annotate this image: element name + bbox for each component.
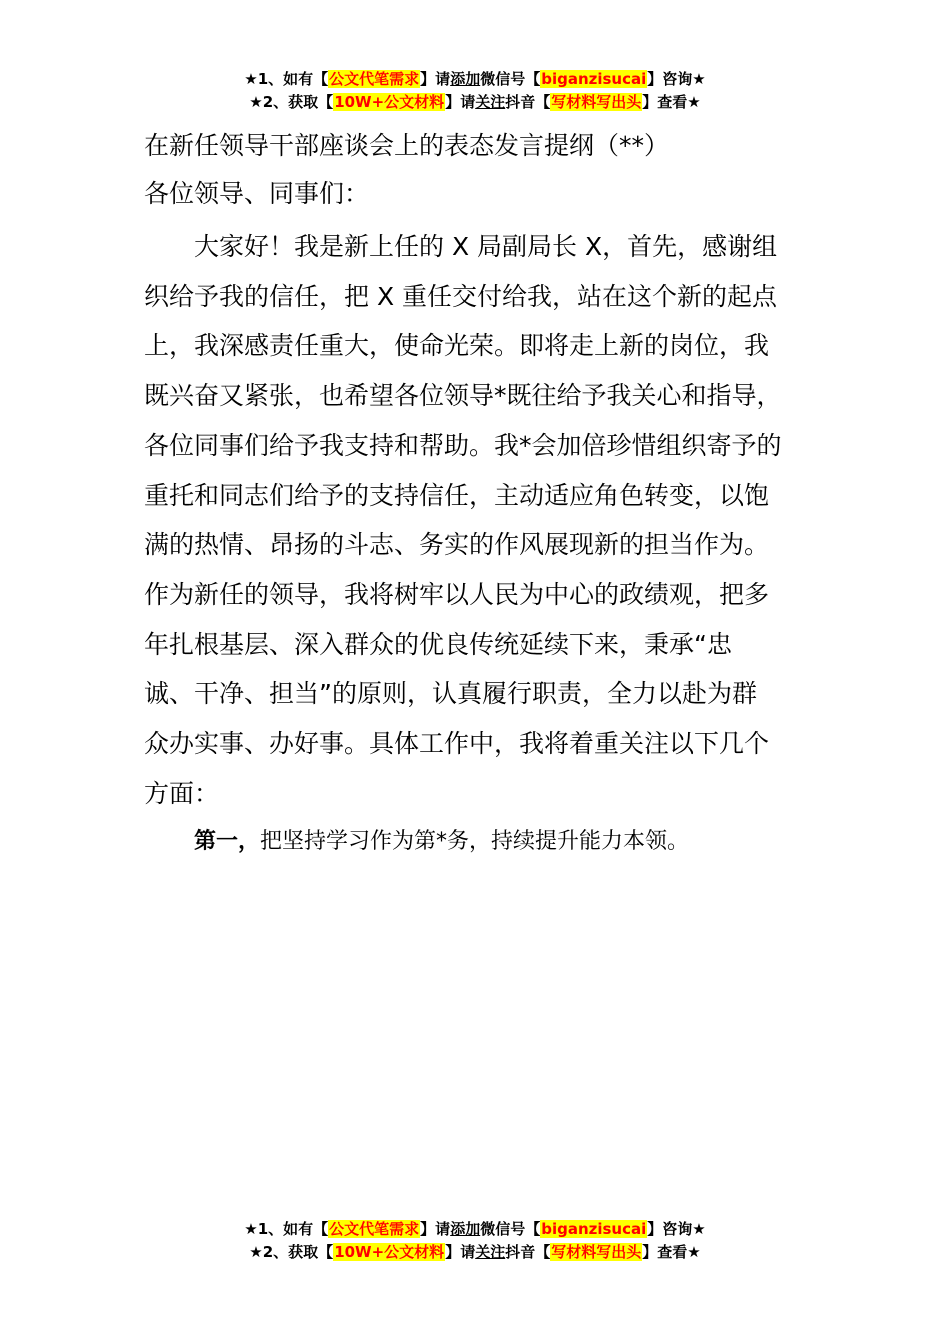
banner-highlight-wechat-id: biganzisucai xyxy=(541,70,647,88)
paragraph-line: 重托和同志们给予的支持信任，主动适应角色转变，以饱 xyxy=(144,480,770,510)
paragraph-line: 年扎根基层、深入群众的优良传统延续下来，秉承“忠 xyxy=(144,629,732,659)
paragraph-line: 大家好！我是新上任的 X 局副局长 X，首先，感谢组 xyxy=(194,232,778,261)
banner-highlight-materials: 10W+公文材料 xyxy=(334,1243,445,1261)
paragraph-line: 满的热情、昂扬的斗志、务实的作风展现新的担当作为。 xyxy=(144,530,770,560)
paragraph-line: 方面： xyxy=(144,778,220,808)
point-one-lead: 第一， xyxy=(194,829,261,854)
paragraph-line: 各位同事们给予我支持和帮助。我*会加倍珍惜组织寄予的 xyxy=(144,430,782,460)
banner-highlight-service: 公文代笔需求 xyxy=(329,70,420,88)
banner-highlight-materials: 10W+公文材料 xyxy=(334,93,445,111)
paragraph-line: 既兴奋又紧张，也希望各位领导*既往给予我关心和指导， xyxy=(144,381,782,411)
banner-line-2: ★2、获取【10W+公文材料】请关注抖音【写材料写出头】查看★ xyxy=(249,93,701,111)
greeting: 各位领导、同事们： xyxy=(144,179,370,208)
footer-banner xyxy=(0,1218,950,1264)
banner-highlight-douyin: 写材料写出头 xyxy=(551,93,642,111)
paragraph-line: 上，我深感责任重大，使命光荣。即将走上新的岗位，我 xyxy=(144,331,770,361)
point-one xyxy=(194,820,689,864)
document-title: 在新任领导干部座谈会上的表态发言提纲（**） xyxy=(144,131,670,160)
banner-line-2: ★2、获取【10W+公文材料】请关注抖音【写材料写出头】查看★ xyxy=(249,1243,701,1261)
banner-highlight-service: 公文代笔需求 xyxy=(329,1220,420,1238)
paragraph-line: 作为新任的领导，我将树牢以人民为中心的政绩观，把多 xyxy=(144,579,770,609)
header-banner xyxy=(0,68,950,114)
point-one-text: 把坚持学习作为第*务，持续提升能力本领。 xyxy=(260,829,690,854)
paragraph-line: 诚、干净、担当”的原则，认真履行职责，全力以赴为群 xyxy=(144,679,757,709)
banner-highlight-wechat-id: biganzisucai xyxy=(541,1220,647,1238)
banner-line-1: ★1、如有【公文代笔需求】请添加微信号【biganzisucai】咨询★ xyxy=(244,1220,706,1238)
body-paragraph xyxy=(144,222,810,818)
paragraph-line: 织给予我的信任，把 X 重任交付给我，站在这个新的起点 xyxy=(144,281,778,311)
banner-highlight-douyin: 写材料写出头 xyxy=(551,1243,642,1261)
banner-line-1: ★1、如有【公文代笔需求】请添加微信号【biganzisucai】咨询★ xyxy=(244,70,706,88)
paragraph-line: 众办实事、办好事。具体工作中，我将着重关注以下几个 xyxy=(144,729,770,759)
